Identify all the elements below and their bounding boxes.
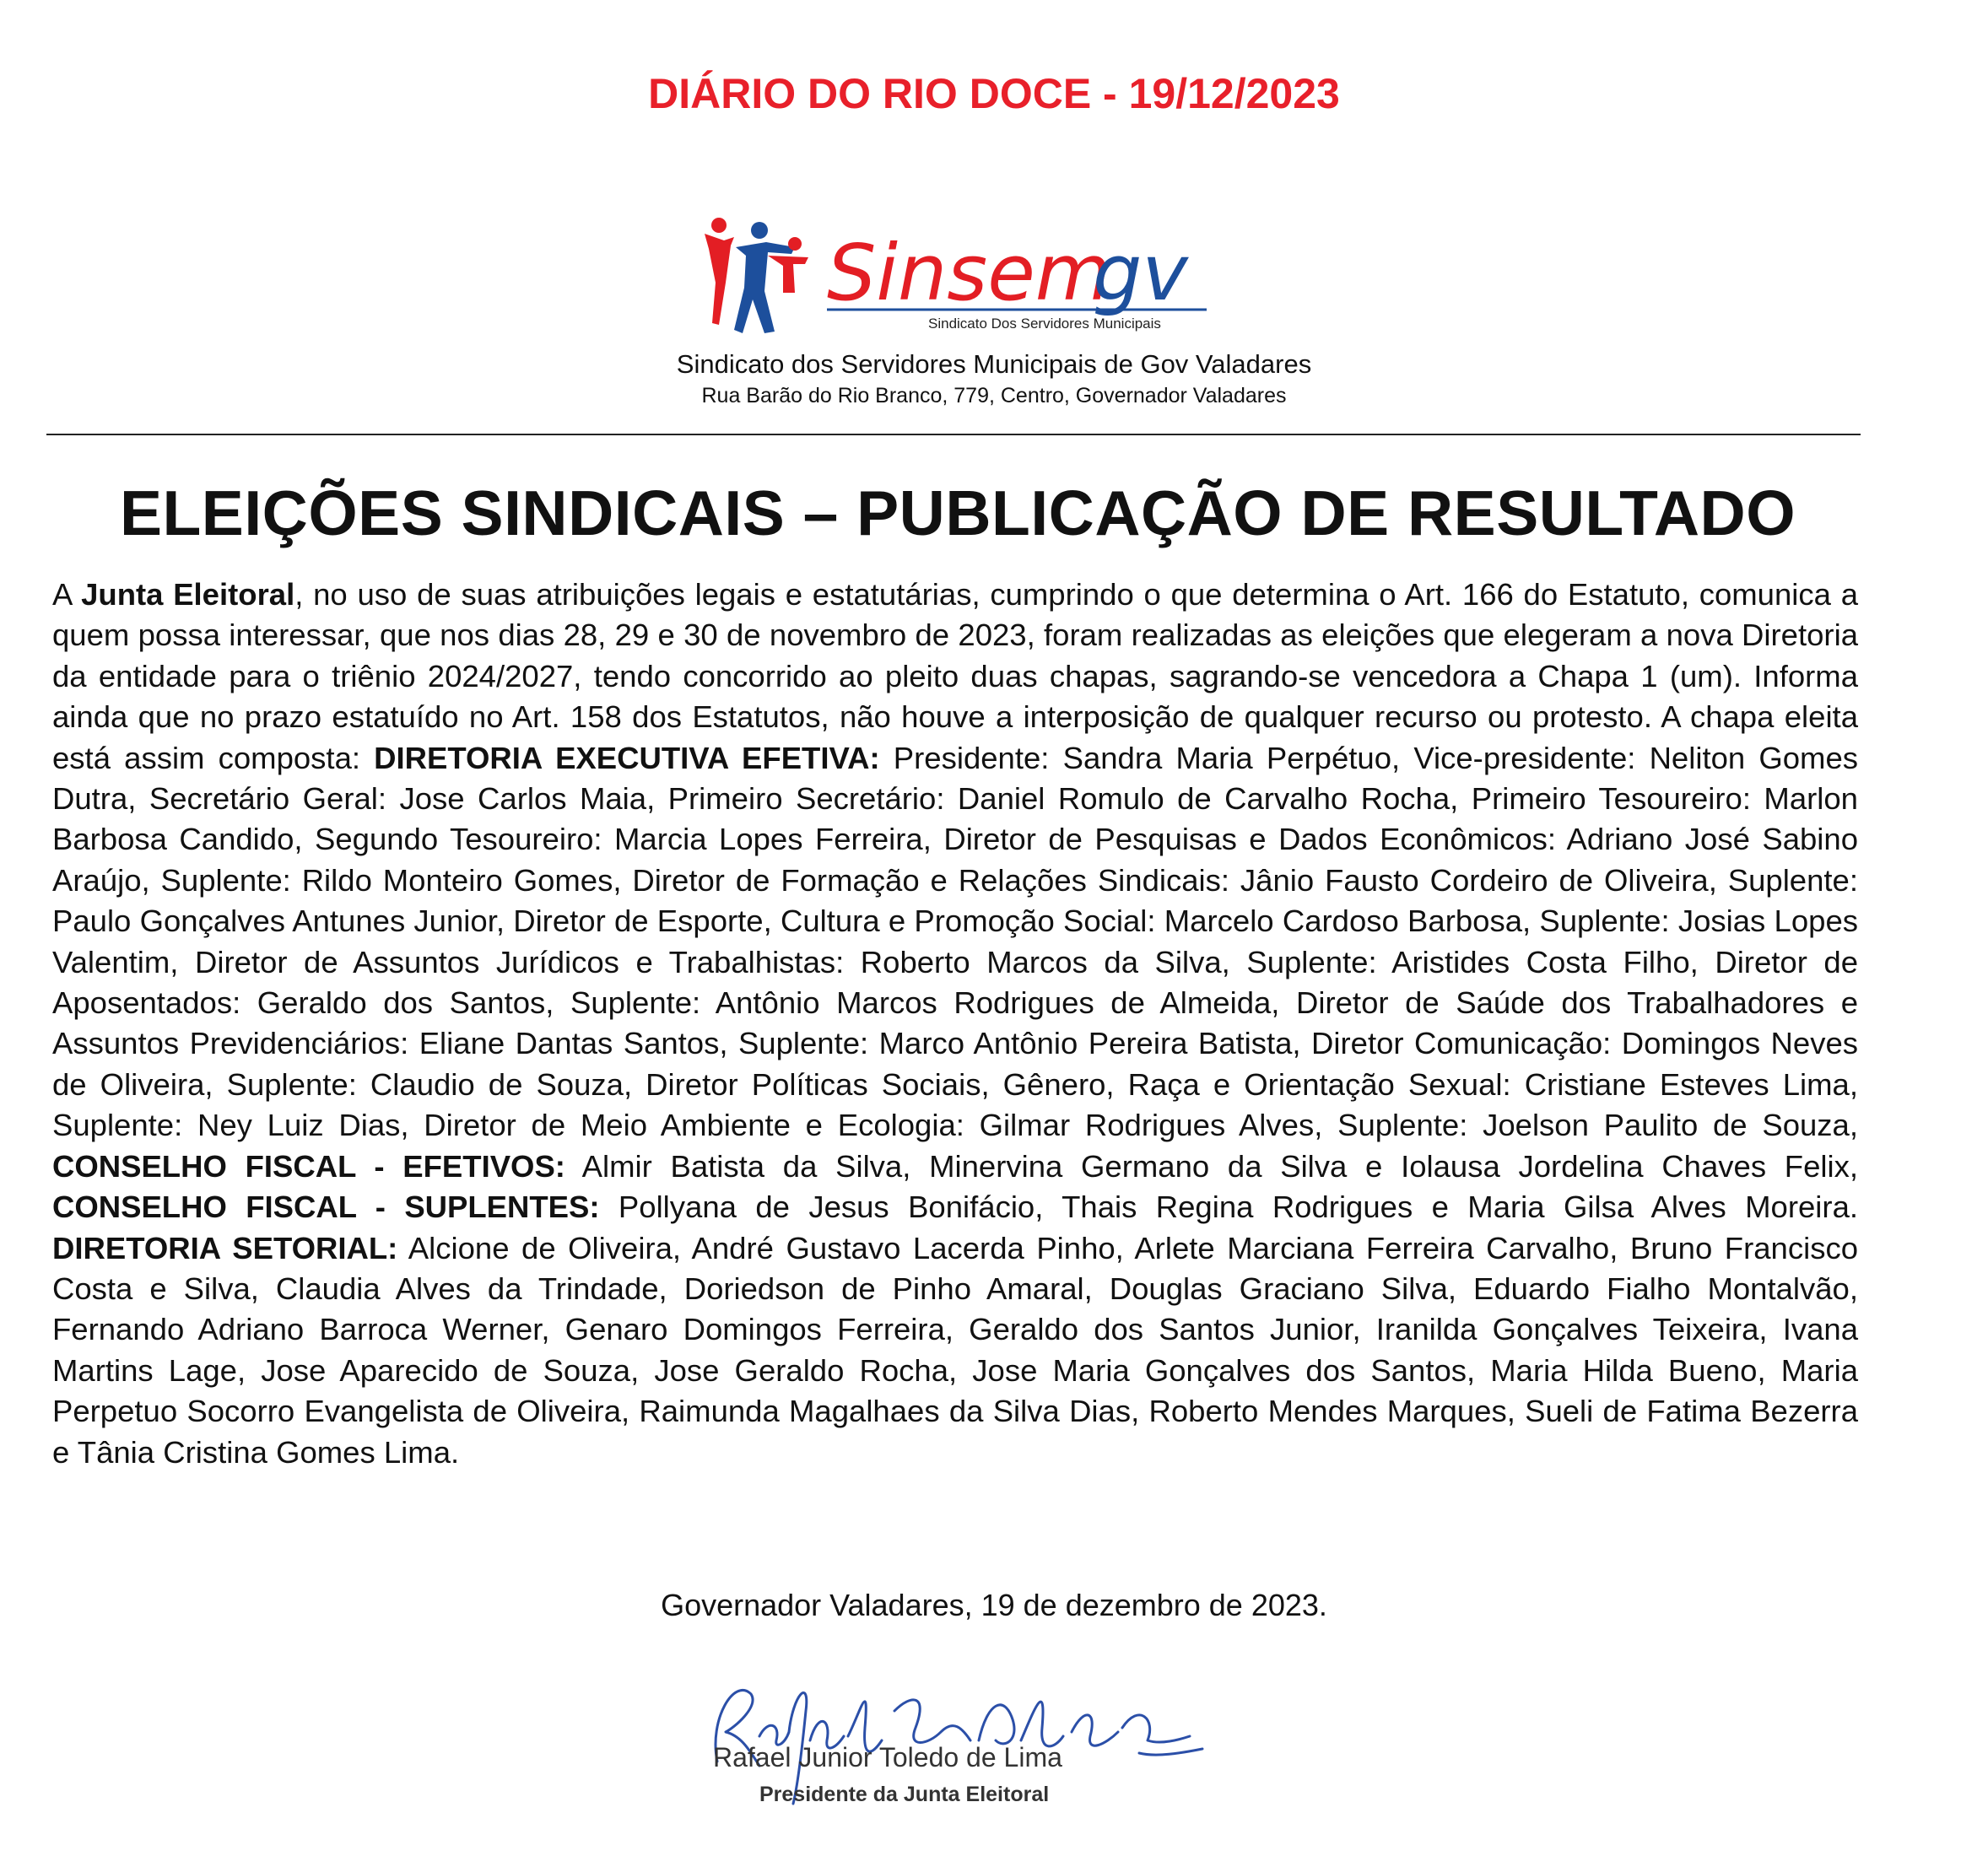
wordmark-main: Sinsem — [827, 228, 1111, 318]
wordmark-suffix: gv — [1093, 228, 1188, 318]
body-text-6: Alcione de Oliveira, André Gustavo Lacerda Pinho, Arlete Marciana Ferreira Carvalho, Bruno Francisco Costa e Silva, Claudia Alves da Trindade, Doriedson de Pinho Amaral, Douglas Graciano Silva, Eduardo Fialho Montalvão, Fernando Adriano Barroca Werner, Genaro Domingos Ferreira, Geraldo dos Santos Junior, Iranilda Gonçalves Teixeira, Ivana Martins Lage, Jose Aparecido de Souza, Jose Geraldo Rocha, Jose Maria Gonçalves dos Santos, Maria Hilda Bueno, Maria Perpetuo Socorro Evangelista de Oliveira, Raimunda Magalhaes da Silva Dias, Roberto Mendes Marques, Sueli de Fatima Bezerra e Tânia Cristina Gomes Lima. — [52, 1230, 1859, 1470]
body-text-2: , no uso de suas atribuições legais e estatutárias, cumprindo o que determina o Art. 166 do Estatuto, comunica a quem possa interessar, que nos dias 28, 29 e 30 de novembro de 2023, foram realizadas as eleições que elegeram a nova Diretoria da entidade para o triênio 2024/2027, tendo concorrido ao pleito duas chapas, sagrando-se vencedora a Chapa 1 (um). Informa ainda que no prazo estatuído no Art. 158 dos Estatutos, não houve a interposição de qualquer recurso ou protesto. A chapa eleita está assim composta: — [52, 577, 1858, 775]
org-address: Rua Barão do Rio Branco, 779, Centro, Governador Valadares — [701, 384, 1287, 407]
body-bold-conselho-suplentes: CONSELHO FISCAL - SUPLENTES: — [52, 1190, 600, 1225]
divider — [46, 434, 1861, 435]
body-text-4: Almir Batista da Silva, Minervina Germano da Silva e Iolausa Jordelina Chaves Felix, — [565, 1148, 1859, 1184]
logo-tagline: Sindicato Dos Servidores Municipais — [928, 316, 1161, 332]
people-icon — [705, 218, 808, 333]
announcement-body — [52, 575, 1858, 1473]
body-bold-diretoria-setorial: DIRETORIA SETORIAL: — [52, 1230, 398, 1265]
body-text-3: Presidente: Sandra Maria Perpétuo, Vice-presidente: Neliton Gomes Dutra, Secretário Geral: Jose Carlos Maia, Primeiro Secretário: Daniel Romulo de Carvalho Rocha, Primeiro Tesoureiro: Marlon Barbosa Candido, Segundo Tesoureiro: Marcia Lopes Ferreira, Diretor de Pesquisas e Dados Econômicos: Adriano José Sabino Araújo, Suplente: Rildo Monteiro Gomes, Diretor de Formação e Relações Sindicais: Jânio Fausto Cordeiro de Oliveira, Suplente: Paulo Gonçalves Antunes Junior, Diretor de Esporte, Cultura e Promoção Social: Marcelo Cardoso Barbosa, Suplente: Josias Lopes Valentim, Diretor de Assuntos Jurídicos e Trabalhistas: Roberto Marcos da Silva, Suplente: Aristides Costa Filho, Diretor de Aposentados: Geraldo dos Santos, Suplente: Antônio Marcos Rodrigues de Almeida, Diretor de Saúde dos Trabalhadores e Assuntos Previdenciários: Eliane Dantas Santos, Suplente: Marco Antônio Pereira Batista, Diretor Comunicação: Domingos Neves de Oliveira, Suplente: Claudio de Souza, Diretor Políticas Sociais, Gênero, Raça e Orientação Sexual: Cristiane Esteves Lima, Suplente: Ney Luiz Dias, Diretor de Meio Ambiente e Ecologia: Gilmar Rodrigues Alves, Suplente: Joelson Paulito de Souza, — [52, 740, 1858, 1143]
page-title: ELEIÇÕES SINDICAIS – PUBLICAÇÃO DE RESULTADO — [119, 477, 1796, 548]
org-name: Sindicato dos Servidores Municipais de Gov Valadares — [676, 349, 1312, 379]
body-bold-diretoria-executiva: DIRETORIA EXECUTIVA EFETIVA: — [374, 740, 880, 775]
signer-name: Rafael Junior Toledo de Lima — [713, 1742, 1062, 1772]
body-text-1: A — [52, 577, 82, 612]
sinsemgv-logo — [700, 215, 1224, 342]
body-bold-conselho-efetivos: CONSELHO FISCAL - EFETIVOS: — [52, 1148, 565, 1184]
newspaper-date-header: DIÁRIO DO RIO DOCE - 19/12/2023 — [648, 70, 1340, 117]
body-text-5: Pollyana de Jesus Bonifácio, Thais Regina Rodrigues e Maria Gilsa Alves Moreira. — [599, 1190, 1859, 1225]
signer-role: Presidente da Junta Eleitoral — [759, 1783, 1050, 1806]
body-bold-junta: Junta Eleitoral — [81, 577, 295, 612]
date-line: Governador Valadares, 19 de dezembro de 2023. — [661, 1588, 1327, 1622]
